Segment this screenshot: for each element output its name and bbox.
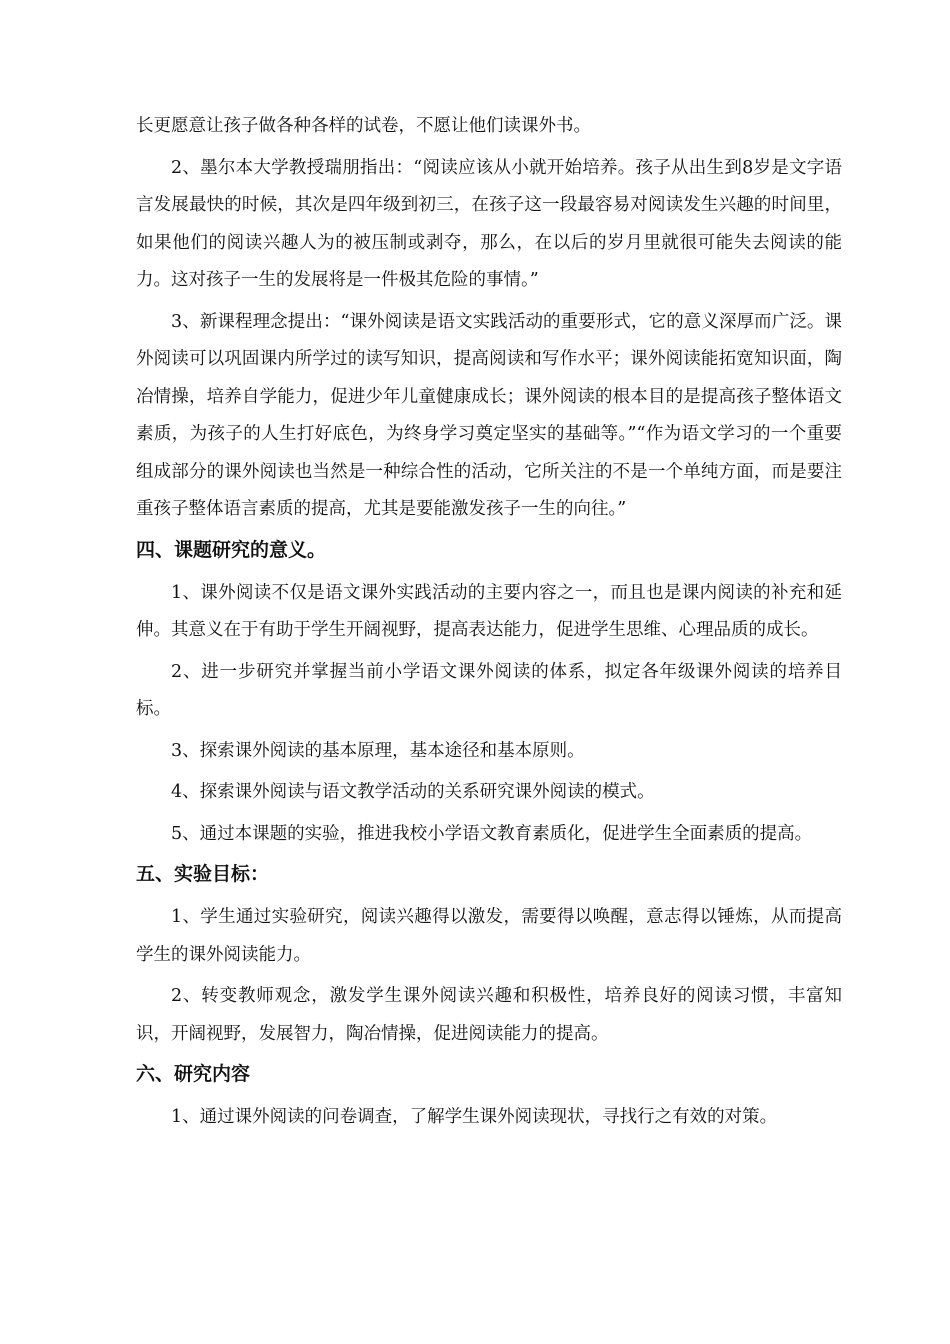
- list-item: 2、进一步研究并掌握当前小学语文课外阅读的体系，拟定各年级课外阅读的培养目标。: [136, 661, 842, 719]
- section-heading-goals: 五、实验目标：: [136, 863, 270, 885]
- list-item: 1、课外阅读不仅是语文课外实践活动的主要内容之一，而且也是课内阅读的补充和延伸。其意义在于有助于学生开阔视野，提高表达能力，促进学生思维、心理品质的成长。: [136, 582, 842, 640]
- list-item: 4、探索课外阅读与语文教学活动的关系研究课外阅读的模式。: [171, 782, 655, 802]
- section-heading-content: 六、研究内容: [136, 1063, 251, 1085]
- paragraph-item-2: 2、墨尔本大学教授瑞朋指出：“阅读应该从小就开始培养。孩子从出生到8岁是文字语言发展最快的时候，其次是四年级到初三，在孩子这一段最容易对阅读发生兴趣的时间里，如果他们的阅读兴趣人为的被压制或剥夺，那么，在以后的岁月里就很可能失去阅读的能力。这对孩子一生的发展将是一件极其危险的事情。”: [136, 157, 842, 290]
- paragraph-item-3: 3、新课程理念提出：“课外阅读是语文实践活动的重要形式，它的意义深厚而广泛。课外阅读可以巩固课内所学过的读写知识，提高阅读和写作水平；课外阅读能拓宽知识面，陶冶情操，培养自学能力，促进少年儿童健康成长；课外阅读的根本目的是提高孩子整体语文素质，为孩子的人生打好底色，为终身学习奠定坚实的基础等。”“作为语文学习的一个重要组成部分的课外阅读也当然是一种综合性的活动，它所关注的不是一个单纯方面，而是要注重孩子整体语言素质的提高，尤其是要能激发孩子一生的向往。”: [136, 311, 842, 519]
- list-item: 3、探索课外阅读的基本原理，基本途径和基本原则。: [171, 740, 585, 761]
- list-item: 1、学生通过实验研究，阅读兴趣得以激发，需要得以唤醒，意志得以锤炼，从而提高学生的课外阅读能力。: [136, 907, 842, 965]
- paragraph-continuation: 长更愿意让孩子做各种各样的试卷，不愿让他们读课外书。: [136, 116, 591, 136]
- list-item: 5、通过本课题的实验，推进我校小学语文教育素质化，促进学生全面素质的提高。: [171, 823, 813, 844]
- list-item: 2、转变教师观念，激发学生课外阅读兴趣和积极性，培养良好的阅读习惯，丰富知识，开阔视野，发展智力，陶冶情操，促进阅读能力的提高。: [136, 986, 842, 1044]
- list-item: 1、通过课外阅读的问卷调查，了解学生课外阅读现状，寻找行之有效的对策。: [171, 1107, 778, 1127]
- section-heading-significance: 四、课题研究的意义。: [136, 538, 327, 561]
